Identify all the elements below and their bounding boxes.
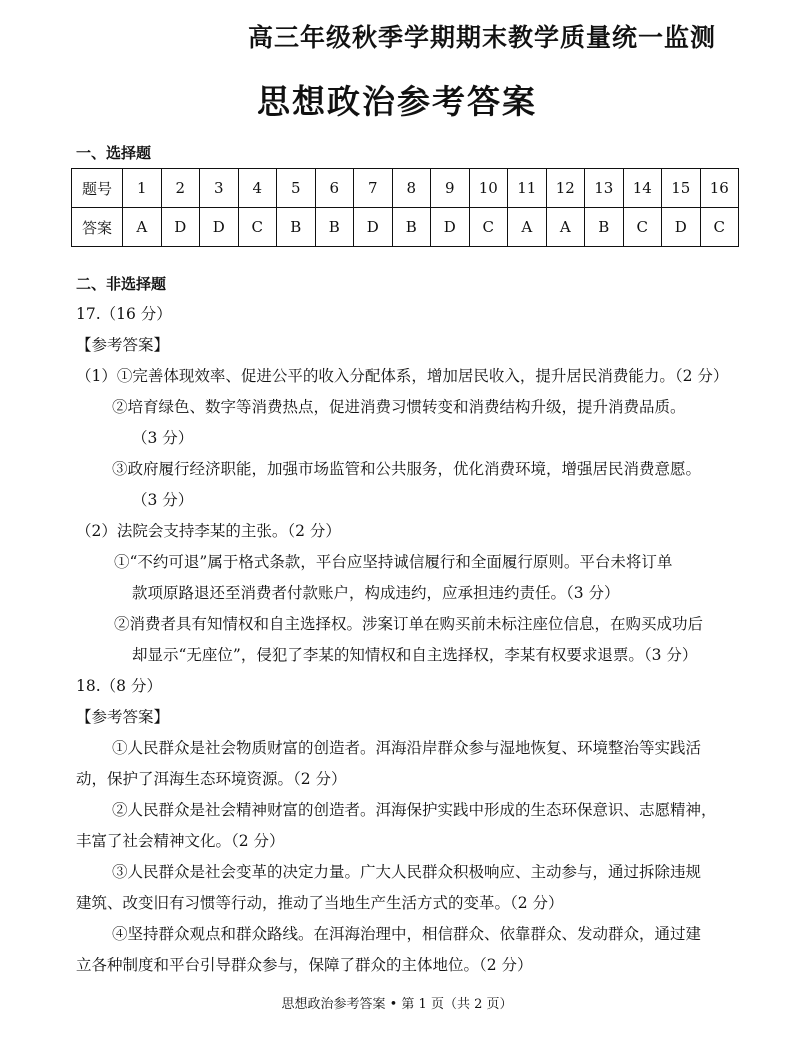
- answer-line: ①“不约可退”属于格式条款，平台应坚持诚信履行和全面履行原则。平台未将订单: [114, 553, 673, 571]
- q18-ref-label: 【参考答案】: [76, 708, 170, 726]
- answer-line: 动，保护了洱海生态环境资源。（2 分）: [76, 770, 347, 788]
- section-heading-choice: 一、选择题: [76, 144, 152, 162]
- answer-cell: C: [700, 208, 739, 247]
- row-label: 题号: [72, 169, 123, 208]
- answer-cell: B: [585, 208, 624, 247]
- answer-cell: B: [315, 208, 354, 247]
- answer-line: 建筑、改变旧有习惯等行动，推动了当地生产生活方式的变革。（2 分）: [76, 894, 564, 912]
- answer-line: ①人民群众是社会物质财富的创造者。洱海沿岸群众参与湿地恢复、环境整治等实践活: [112, 739, 702, 757]
- answer-line: 立各种制度和平台引导群众参与，保障了群众的主体地位。（2 分）: [76, 956, 533, 974]
- row-label: 答案: [72, 208, 123, 247]
- question-number: 8: [392, 169, 431, 208]
- answer-cell: C: [238, 208, 277, 247]
- question-number: 1: [123, 169, 162, 208]
- question-number: 12: [546, 169, 585, 208]
- answer-cell: D: [662, 208, 701, 247]
- question-number: 4: [238, 169, 277, 208]
- answer-row: [72, 208, 739, 247]
- q17-ref-label: 【参考答案】: [76, 336, 170, 354]
- question-number: 15: [662, 169, 701, 208]
- section-heading-open: 二、非选择题: [76, 275, 167, 293]
- answer-cell: A: [546, 208, 585, 247]
- answer-line: ③政府履行经济职能，加强市场监管和公共服务，优化消费环境，增强居民消费意愿。: [112, 460, 702, 478]
- answer-cell: A: [123, 208, 162, 247]
- question-number-row: [72, 169, 739, 208]
- answer-line: 款项原路退还至消费者付款账户，构成违约，应承担违约责任。（3 分）: [132, 584, 620, 602]
- question-number: 16: [700, 169, 739, 208]
- answer-line: ③人民群众是社会变革的决定力量。广大人民群众积极响应、主动参与，通过拆除违规: [112, 863, 702, 881]
- answer-cell: C: [469, 208, 508, 247]
- answer-line: （3 分）: [132, 429, 194, 447]
- answer-cell: B: [392, 208, 431, 247]
- answer-line: （1）①完善体现效率、促进公平的收入分配体系，增加居民收入，提升居民消费能力。（2 分）: [76, 367, 729, 385]
- question-number: 5: [277, 169, 316, 208]
- answer-line: （2）法院会支持李某的主张。（2 分）: [76, 522, 341, 540]
- answer-cell: A: [508, 208, 547, 247]
- q17-title: 17.（16 分）: [76, 305, 172, 323]
- question-number: 13: [585, 169, 624, 208]
- answer-cell: D: [431, 208, 470, 247]
- answer-cell: B: [277, 208, 316, 247]
- q18-title: 18.（8 分）: [76, 677, 162, 695]
- answer-line: ②人民群众是社会精神财富的创造者。洱海保护实践中形成的生态环保意识、志愿精神，: [112, 801, 717, 819]
- answer-line: ④坚持群众观点和群众路线。在洱海治理中，相信群众、依靠群众、发动群众，通过建: [112, 925, 702, 943]
- answer-cell: D: [161, 208, 200, 247]
- answer-cell: D: [354, 208, 393, 247]
- answer-line: 却显示“无座位”，侵犯了李某的知情权和自主选择权，李某有权要求退票。（3 分）: [132, 646, 698, 664]
- answer-line: ②培育绿色、数字等消费热点，促进消费习惯转变和消费结构升级，提升消费品质。: [112, 398, 686, 416]
- answer-line: 丰富了社会精神文化。（2 分）: [76, 832, 285, 850]
- page-footer: 思想政治参考答案 • 第 1 页（共 2 页）: [281, 997, 513, 1012]
- question-number: 3: [200, 169, 239, 208]
- answer-line: ②消费者具有知情权和自主选择权。涉案订单在购买前未标注座位信息，在购买成功后: [114, 615, 704, 633]
- answer-line: （3 分）: [132, 491, 194, 509]
- exam-title: 高三年级秋季学期期末教学质量统一监测: [247, 23, 716, 52]
- answer-key-title: 思想政治参考答案: [257, 82, 537, 121]
- answer-cell: D: [200, 208, 239, 247]
- question-number: 10: [469, 169, 508, 208]
- question-number: 14: [623, 169, 662, 208]
- question-number: 7: [354, 169, 393, 208]
- question-number: 9: [431, 169, 470, 208]
- answer-cell: C: [623, 208, 662, 247]
- question-number: 6: [315, 169, 354, 208]
- question-number: 11: [508, 169, 547, 208]
- answer-table: [71, 168, 739, 247]
- question-number: 2: [161, 169, 200, 208]
